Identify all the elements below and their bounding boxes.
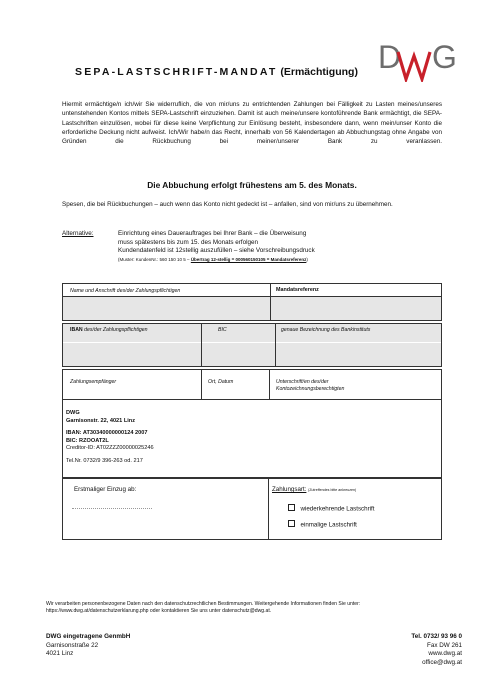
mandate-reference-field[interactable] xyxy=(271,297,441,320)
logo-letter-w xyxy=(398,52,430,79)
divider xyxy=(270,283,271,321)
title-main: SEPA-LASTSCHRIFT-MANDAT xyxy=(75,66,278,78)
alternative-example xyxy=(118,256,438,263)
first-debit-input[interactable] xyxy=(72,508,152,509)
debtor-name-field[interactable] xyxy=(63,297,270,320)
iban-label xyxy=(70,327,148,333)
payment-type-hint: (Zutreffendes bitte ankreuzen) xyxy=(308,488,357,492)
place-date-field[interactable] xyxy=(202,370,268,398)
alternative-line-3: Kundendatenfeld ist 12stellig auszufüllen – siehe Vorschreibungsdruck xyxy=(118,247,315,255)
footer-company: DWG eingetragene GenmbH xyxy=(46,633,131,640)
dwg-logo xyxy=(376,34,462,82)
logo-letter-g: G xyxy=(432,39,457,75)
footer-address xyxy=(46,633,130,659)
payment-type-title: Zahlungsart: xyxy=(272,486,307,493)
place-date-label: Ort, Datum xyxy=(208,379,234,385)
divider xyxy=(269,369,270,399)
privacy-notice: Wir verarbeiten personenbezogene Daten nach den datenschutzrechtlichen Bestimmungen. Weitergehende Informationen finden Sie unter: https://www.dwg.at/datenschutzerklarung.php oder kontaktieren Sie uns unter datenschutz@dwg.at. xyxy=(46,601,361,615)
signature-label xyxy=(276,379,344,393)
divider xyxy=(62,296,442,297)
checkbox-single[interactable] xyxy=(288,520,295,527)
divider xyxy=(201,323,202,367)
example-bold: Übertrag 12-stellig = 000560150105 = Mandatsreferenz xyxy=(190,256,307,262)
footer-contact xyxy=(411,633,462,667)
option-single[interactable] xyxy=(288,520,357,529)
debtor-name-label: Name und Anschrift des/der Zahlungspflichtigen xyxy=(70,288,181,294)
iban-label-bold: IBAN xyxy=(70,327,83,333)
example-suffix: ) xyxy=(306,256,308,262)
checkbox-recurring[interactable] xyxy=(288,504,295,511)
creditor-phone: Tel.Nr. 0732/9 396-263 od. 217 xyxy=(66,457,143,464)
footer-fax: Fax DW 261 xyxy=(427,641,462,649)
alternative-line-1: Einrichtung eines Dauerauftrages bei Ihrer Bank – die Überweisung xyxy=(118,230,307,237)
creditor-iban: IBAN: AT30340000000124 2007 xyxy=(66,430,148,437)
bic-field[interactable] xyxy=(202,343,275,366)
option-single-label: einmalige Lastschrift xyxy=(300,521,357,529)
divider xyxy=(268,478,269,540)
mandate-reference-label: Mandatsreferenz xyxy=(276,287,319,293)
page-title xyxy=(75,66,358,78)
logo-letter-d: D xyxy=(378,39,402,75)
signature-field[interactable] xyxy=(271,400,441,477)
payment-type-label xyxy=(272,486,356,493)
divider xyxy=(275,323,276,367)
intro-paragraph: Hiermit ermächtige/n ich/wir Sie widerruflich, die von mir/uns zu entrichtenden Zahlungen bei Fälligkeit zu Lasten meines/unseres untenstehenden Kontos mittels SEPA-Lastschrift einzuziehen. Damit ist auch meine/unsere kontoführende Bank ermächtigt, die SEPA- Lastschriften einzulösen, wobei für diese keine Verpflichtung zur Einlösung besteht, insbesondere dann, wenn mein/unser Konto die erforderliche Deckung nicht aufweist. Ich/Wir habe/n das Recht, innerhalb von 56 Kalendertagen ab Abbuchungstag ohne Angabe von Gründen die Rückbuchung bei meiner/unserer Bank zu veranlassen. xyxy=(62,101,442,146)
option-recurring-label: wiederkehrende Lastschrift xyxy=(300,505,375,513)
creditor-id: Creditor-ID: AT02ZZZ00000025246 xyxy=(66,445,154,452)
footer-email[interactable]: office@dwg.at xyxy=(422,658,462,666)
bank-name-label: genaue Bezeichnung des Bankinstituts xyxy=(281,327,371,333)
fees-paragraph: Spesen, die bei Rückbuchungen – auch wenn das Konto nicht gedeckt ist – anfallen, sind von mir/uns zu übernehmen. xyxy=(62,201,393,208)
example-prefix: (Muster: KundenNr.: 560 150 10 5 – xyxy=(118,256,190,262)
creditor-name: DWG xyxy=(66,410,80,416)
option-recurring[interactable] xyxy=(288,504,374,513)
iban-field[interactable] xyxy=(63,343,201,366)
title-paren: (Ermächtigung) xyxy=(280,66,358,78)
creditor-bic: BIC: RZOOAT2L xyxy=(66,437,109,444)
debit-date-headline: Die Abbuchung erfolgt frühestens am 5. des Monats. xyxy=(147,180,357,190)
footer-city: 4021 Linz xyxy=(46,650,74,658)
creditor-info xyxy=(66,410,154,466)
payee-label: Zahlungsempfänger xyxy=(70,379,117,385)
alternative-text xyxy=(118,230,438,263)
footer-tel: Tel. 0732/ 93 96 0 xyxy=(411,633,462,640)
footer-street: Garnisonstraße 22 xyxy=(46,641,99,649)
signature-label-line-1: Unterschrift/en des/der xyxy=(276,379,329,385)
creditor-address: Garnisonstr. 22, 4021 Linz xyxy=(66,417,136,424)
signature-label-line-2: Kontozeichnungsberechtigten xyxy=(276,386,345,392)
bank-name-field[interactable] xyxy=(276,343,441,366)
first-debit-label: Erstmaliger Einzug ab: xyxy=(74,486,137,493)
bic-label: BIC xyxy=(218,327,227,333)
iban-label-rest: des/der Zahlungspflichtigen xyxy=(82,327,148,333)
alternative-line-2: muss spätestens bis zum 15. des Monats erfolgen xyxy=(118,238,259,246)
alternative-label: Alternative: xyxy=(62,230,94,237)
footer-web[interactable]: www.dwg.at xyxy=(428,650,462,658)
